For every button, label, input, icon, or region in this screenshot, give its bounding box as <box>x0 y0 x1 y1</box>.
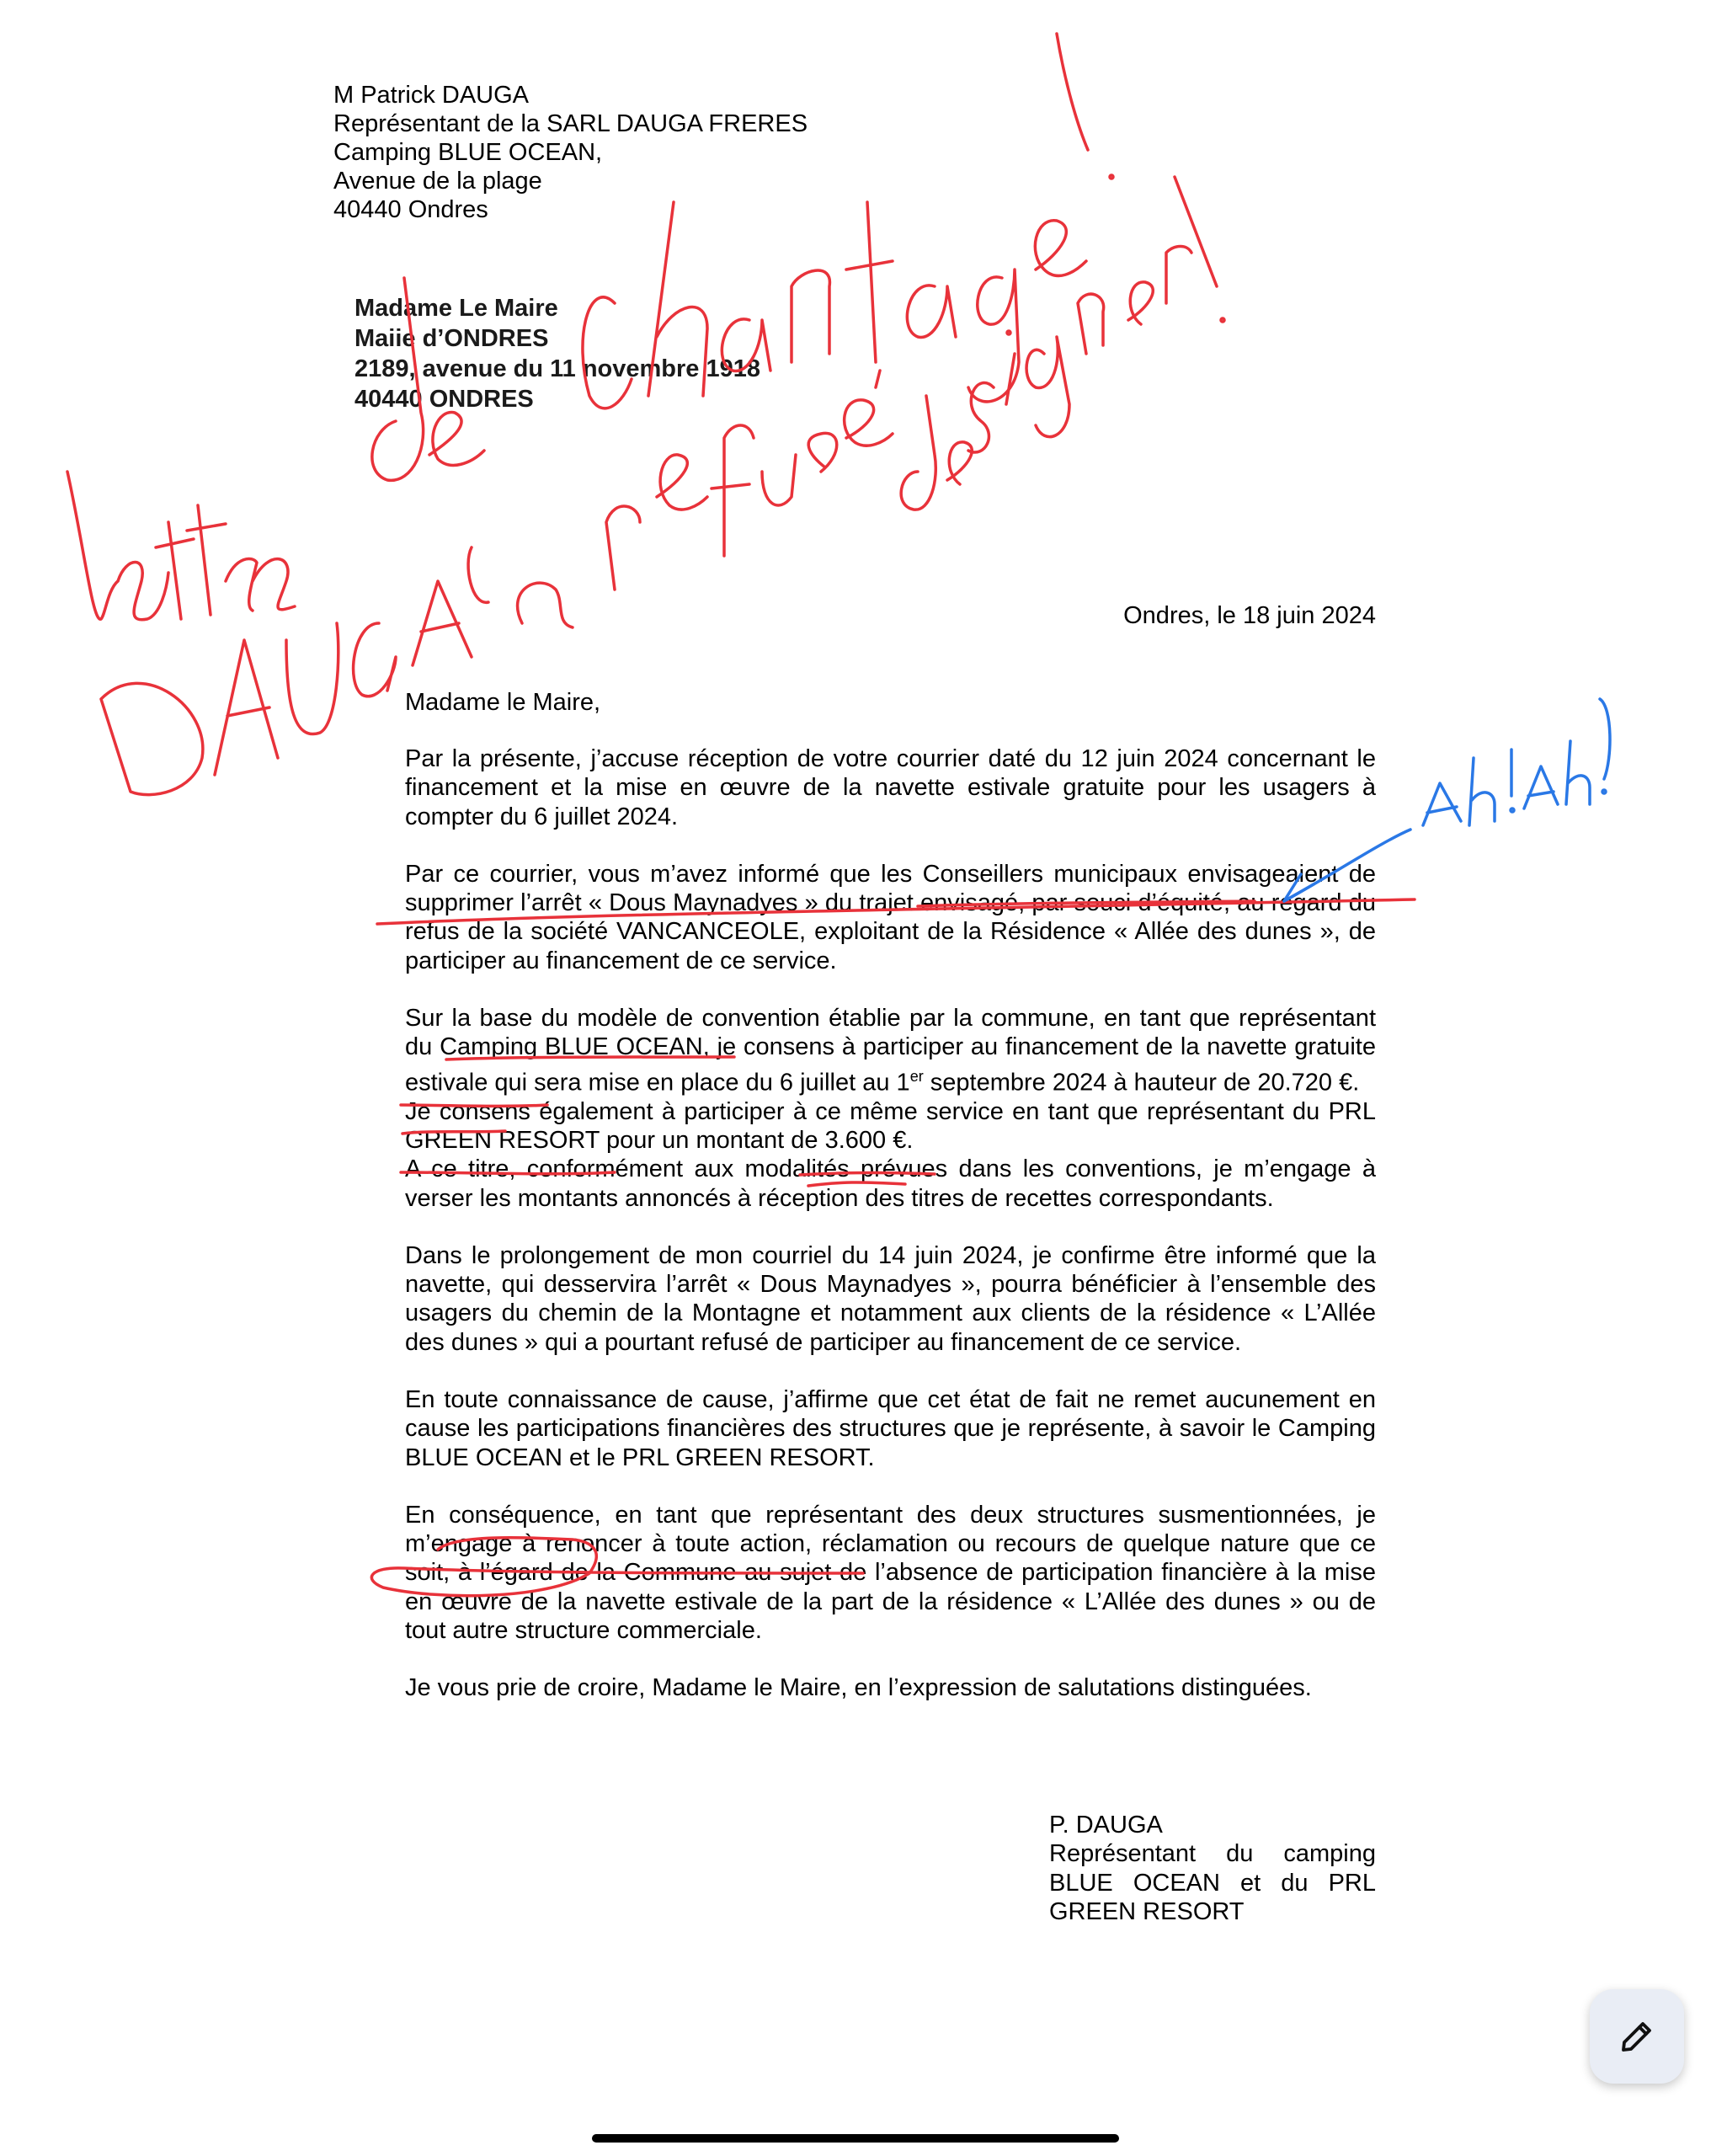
sender-line: 40440 Ondres <box>333 196 488 223</box>
paragraph-payment-terms: A ce titre, conformément aux modalités prévues dans les conventions, je m’engage à verser les montants annoncés à réception des titres de recettes correspondants. <box>405 1155 1376 1212</box>
recipient-line: Madame Le Maire <box>354 295 558 322</box>
greeting: Madame le Maire, <box>405 689 601 716</box>
home-indicator[interactable] <box>592 2134 1119 2143</box>
pencil-icon <box>1617 2016 1657 2057</box>
paragraph-renunciation: En conséquence, en tant que représentant des deux structures susmentionnées, je m’engage à renoncer à toute action, réclamation ou recours de quelque nature que ce soit, à l’égard de la Commune au sujet de l’absence de participation financière à la mise en œuvre de la navette estivale de la part de la résidence « L’Allée des dunes » ou de tout autre structure commerciale. <box>405 1501 1376 1645</box>
recipient-line: 2189, avenue du 11 novembre 1918 <box>354 355 760 382</box>
signature-role: Représentant du camping BLUE OCEAN et du PRL GREEN RESORT <box>1049 1840 1376 1925</box>
sender-line: Avenue de la plage <box>333 168 542 195</box>
sender-address <box>333 81 808 224</box>
sender-line: Représentant de la SARL DAUGA FRERES <box>333 110 808 137</box>
paragraph-acknowledgement: Par la présente, j’accuse réception de votre courrier daté du 12 juin 2024 concernant le financement et la mise en œuvre de la navette estivale gratuite pour les usagers à compter du 6 juillet 2024. <box>405 745 1376 830</box>
sender-line: Camping BLUE OCEAN, <box>333 139 603 166</box>
recipient-line: Maiie d’ONDRES <box>354 325 549 352</box>
sender-line: M Patrick DAUGA <box>333 82 530 109</box>
letter-date: Ondres, le 18 juin 2024 <box>1123 602 1376 629</box>
signature-name: P. DAUGA <box>1049 1812 1163 1838</box>
contribution-text: Sur la base du modèle de convention établie par la commune, en tant que représentant du Camping BLUE OCEAN, je consens à participer au financement de la navette gratuite estivale qui sera mise en place du 6 juillet au 1 <box>405 1005 1376 1097</box>
signature-block <box>1049 1811 1376 1926</box>
paragraph-full-knowledge: En toute connaissance de cause, j’affirme que cet état de fait ne remet aucunement en cause les participations financières des structures que je représente, à savoir le Camping BLUE OCEAN et le PRL GREEN RESORT. <box>405 1386 1376 1471</box>
paragraph-closing: Je vous prie de croire, Madame le Maire, en l’expression de salutations distinguées. <box>405 1674 1312 1702</box>
paragraph-council-info: Par ce courrier, vous m’avez informé que les Conseillers municipaux envisageaient de supprimer l’arrêt « Dous Maynadyes » du trajet envisagé, par souci d’équité, au regard du refus de la société VANCANCEOLE, exploitant de la Résidence « Allée des dunes », de participer au financement de ce service. <box>405 860 1376 974</box>
contribution-text-end: septembre 2024 à hauteur de 20.720 €. <box>923 1069 1360 1097</box>
letter-body <box>405 744 1376 1732</box>
recipient-line: 40440 ONDRES <box>354 386 534 413</box>
recipient-address <box>354 293 760 414</box>
paragraph-green-resort-contribution: Je consens également à participer à ce même service en tant que représentant du PRL GREEN RESORT pour un montant de 3.600 €. <box>405 1097 1376 1154</box>
paragraph-blue-ocean-contribution <box>405 1004 1376 1097</box>
edit-button[interactable] <box>1590 1989 1684 2084</box>
paragraph-email-confirmation: Dans le prolongement de mon courriel du 14 juin 2024, je confirme être informé que la navette, qui desservira l’arrêt « Dous Maynadyes », pourra bénéficier à l’ensemble des usagers du chemin de la Montagne et notamment aux clients de la résidence « L’Allée des dunes » qui a pourtant refusé de participer au financement de ce service. <box>405 1241 1376 1356</box>
superscript-er: er <box>909 1067 924 1085</box>
